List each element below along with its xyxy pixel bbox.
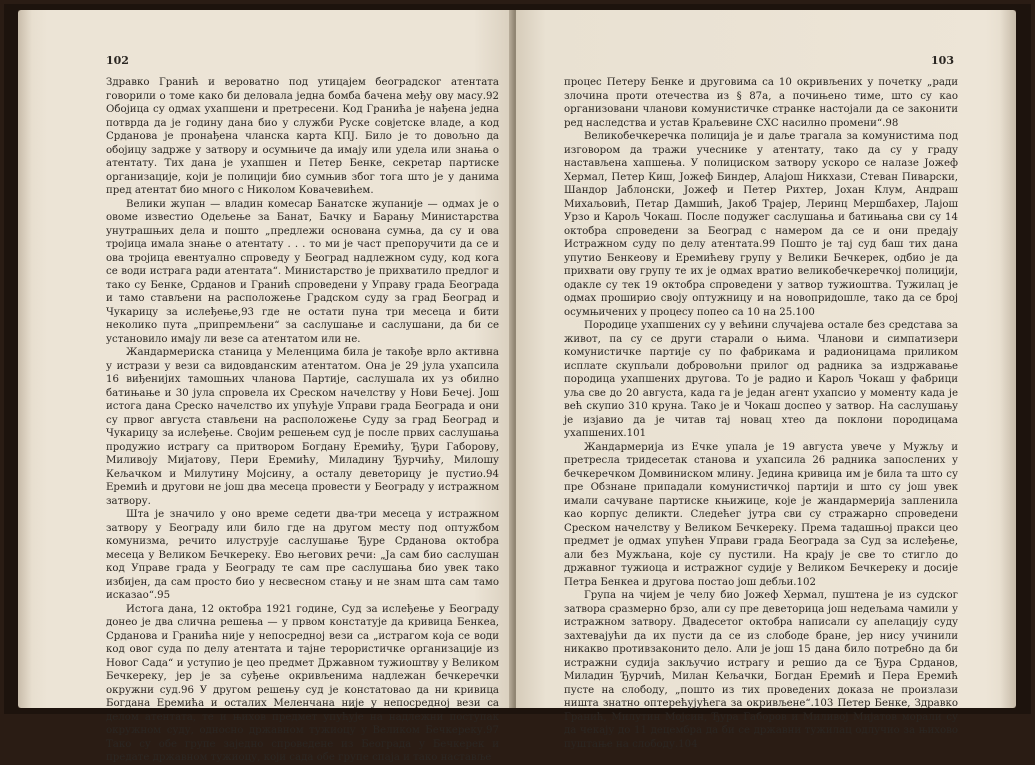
page-number-right: 103 — [931, 54, 954, 67]
book-spread — [4, 4, 1031, 763]
page-edge-shadow — [1000, 10, 1016, 708]
paragraph: Жандармериска станица у Меленцима била је такође врло активна у истрази у вези са видовданским атентатом. Она је 29 јула ухапсила 16 виђенијих тамошњих чланова Партије, саслушала их уз обилно батињање и 30 јула спровела их Среском начелству у Нови Бечеј. Још истога дана Среско начелство их упућује Управи града Београда и они су првог августа стављени на расположење Суду за град Београд и Чукарицу за ислеђење. Својим решењем суд је после првих саслушања продужио истрагу са притвором Богдану Еремићу, Ђури Габорову, Миливоју Мијатову, Пери Еремићу, Миладину Ђурчићу, Милошу Кељачком и Милутину Мојсину, а осталу деветорицу је пустио.94 Еремић и другови не још два месеца провести у Београду у истражном затвору. — [106, 347, 499, 507]
paragraph: Породице ухапшених су у већини случајева остале без средстава за живот, па су се други старали о њима. Чланови и симпатизери комунистичке партије су по фабрикама и радионицама приликом исплате скупљали добровољни прилог од радника за издржавање породица ухапшених другова. То је радио и Карољ Чокаш у фабрици уља све до 20 августа, када га је један агент ухапсио у моменту када је већ скупио 310 круна. Тако је и Чокаш доспео у затвор. На саслушању је изјавио да је читав тај новац хтео да поклони породицама ухапшених.101 — [564, 320, 958, 439]
left-page — [18, 10, 513, 763]
page-edge-shadow — [18, 10, 32, 708]
paragraph: Здравко Гранић и вероватно под утицајем београдског атентата говорили о томе како би деловала једна бомба бачена међу ову масу.92 Обојица су одмах ухапшени и претресени. Код Гранића је нађена једна потврда да је годину дана био у служби Руске совјетске владе, а код Срданова је пронађена чланска карта КПЈ. Било је то довољно да обојицу задрже у затвору и осумњиче да имају или удела или знања о атентату. Тих дана је ухапшен и Петер Бенке, секретар партиске организације, који је полицији био сумњив због тога што је у данима пред атентат био много с Николом Ковачевићем. — [106, 77, 499, 196]
paragraph: Група на чијем је челу био Јожеф Хермал, пуштена је из судског затвора сразмерно брзо, али су пре деветорица још недељама чамили у истражном затвору. Двадесетог октобра написали су апелацију суду захтевајући да их пусти да се из слободе бране, јер нису учинили никакво противзаконито дело. Али је још 15 дана било потребно да би истражни судија закључио истрагу и решио да се Ђура Срданов, Миладин Ђурчић, Милан Кељачки, Богдан Еремић и Пера Еремић пусте на слободу, „пошто из тих проведених доказа не произлази ништа знатно оптерећујућега за окривљене“.103 Петер Бенке, Здравко Гранић, Милутин Мојсин, Ђура Габоров и Миливој Мијатов морали су да чекају до 11 децембра да би се државни тужилац одлучио за њихово пуштање на слободу.104 — [564, 590, 958, 750]
paragraph: Шта је значило у оно време седети два-три месеца у истражном затвору у Београду или било где на другом месту под оптужбом комунизма, речито илуструје саслушање Ђуре Срданова октобра месеца у Великом Бечкереку. Ево његових речи: „Ја сам био саслушан код Управе града у Београду те сам пре саслушања био увек тако избијен, да сам просто био у несвесном стању и не знам шта сам тамо исказао“.95 — [106, 509, 499, 601]
left-page-text — [106, 76, 499, 765]
paragraph: Истога дана, 12 октобра 1921 године, Суд за ислеђење у Београду донео је два слична решења — у првом констатује да кривица Бенкеа, Срданова и Гранића није у непосредној вези са „истрагом која се води код овог суда по делу атентата и тајне терористичке организације из Новог Сада“ и уступио је цео предмет Државном тужиоштву у Великом Бечкереку, јер је за суђење окривљенима надлежан бечкеречки окружни суд.96 У другом решењу суд је констатовао да ни кривица Богдана Еремића и осталих Меленчана није у непосредној вези са делом атентата, те и њихов предмет упућује на надлежни поступак окружном суду, односно државном тужиоцу у Великом Бечкереку.97 Тако су обе групе заједно спроведене из Београда у Бечкерек и предате државном тужиоцу, који сада обе групе спаја и тако наставље — [106, 603, 499, 763]
paragraph: процес Петеру Бенке и друговима са 10 окривљених у почетку „ради злочина проти отечества из § 87а, а почињено тиме, што су као организовани чланови комунистичке странке настојали да се законити ред наследства и устав Краљевине СХС насилно промени“.98 — [564, 77, 958, 129]
paragraph: Великобечкеречка полиција је и даље трагала за комунистима под изговором да тражи учеснике у атентату, тако да су у граду настављена хапшења. У полициском затвору ускоро се налазе Јожеф Хермал, Петер Киш, Јожеф Биндер, Алајош Никхази, Стеван Пиварски, Шандор Јаблонски, Јожеф и Петер Рихтер, Јохан Клум, Андраш Михаљовић, Петар Дамшић, Јакоб Трајер, Леринц Мершбахер, Лајош Урзо и Карољ Чокаш. После подужег саслушања и батињања сви су 14 октобра спроведени за Београд с намером да се и они предају Истражном суду по делу атентата.99 Пошто је тај суд баш тих дана упутио Бенкеову и Еремићеву групу у Велики Бечкерек, одбио је да прихвати ову групу те их је одмах вратио великобечкеречкој полицији, одакле су тек 19 октобра спроведени у затвор тужиоштва. Тужилац је одмах проширио своју оптужницу и на новопридошле, тако да се број осумњичених у процесу попео са 10 на 25.100 — [564, 131, 958, 318]
paragraph: Жандармерија из Ечке упала је 19 августа увече у Мужљу и претресла тридесетак станова и ухапсила 26 радника запослених у бечкеречком Домвиниском млину. Једина кривица им је била та што су пре Обзнане припадали комунистичкој партији и што су још увек имали сачуване партиске књижице, које је жандармерија запленила као корпус деликти. Следећег јутра сви су стражарно спроведени Среском начелству у Великом Бечкереку. Према тадашњој пракси цео предмет је одмах упућен Управи града Београда за Суд за ислеђење, али без Мужљана, које су пустили. На крају је све то стигло до државног тужиоца и истражног судије у Великом Бечкереку и досије Петра Бенкеа и другова постао још дебљи.102 — [564, 441, 958, 588]
page-number-left: 102 — [106, 54, 129, 67]
right-page — [516, 10, 1016, 750]
paragraph: Велики жупан — владин комесар Банатске жупаније — одмах је о овоме известио Одељење за Банат, Бачку и Барању Министарства унутрашњих дела и пошто „предлежи основана сумња, да су и ова тројица имала знање о атентату . . . то ми је част препоручити да се и ова тројица евентуално спроведу у Београд надлежном суду, код кога се води истрага ради атентата“. Министарство је прихватило предлог и тако су Бенке, Срданов и Гранић спроведени у Управу града Београда и тамо стављени на расположење Градском суду за град Београд и Чукарицу за ислеђење,93 где не остати пуна три месеца и бити неколико пута „припремљени“ за саслушање и саслушани, да би се установило имају ли везе са атентатом или не. — [106, 198, 499, 345]
right-page-text — [564, 76, 958, 751]
